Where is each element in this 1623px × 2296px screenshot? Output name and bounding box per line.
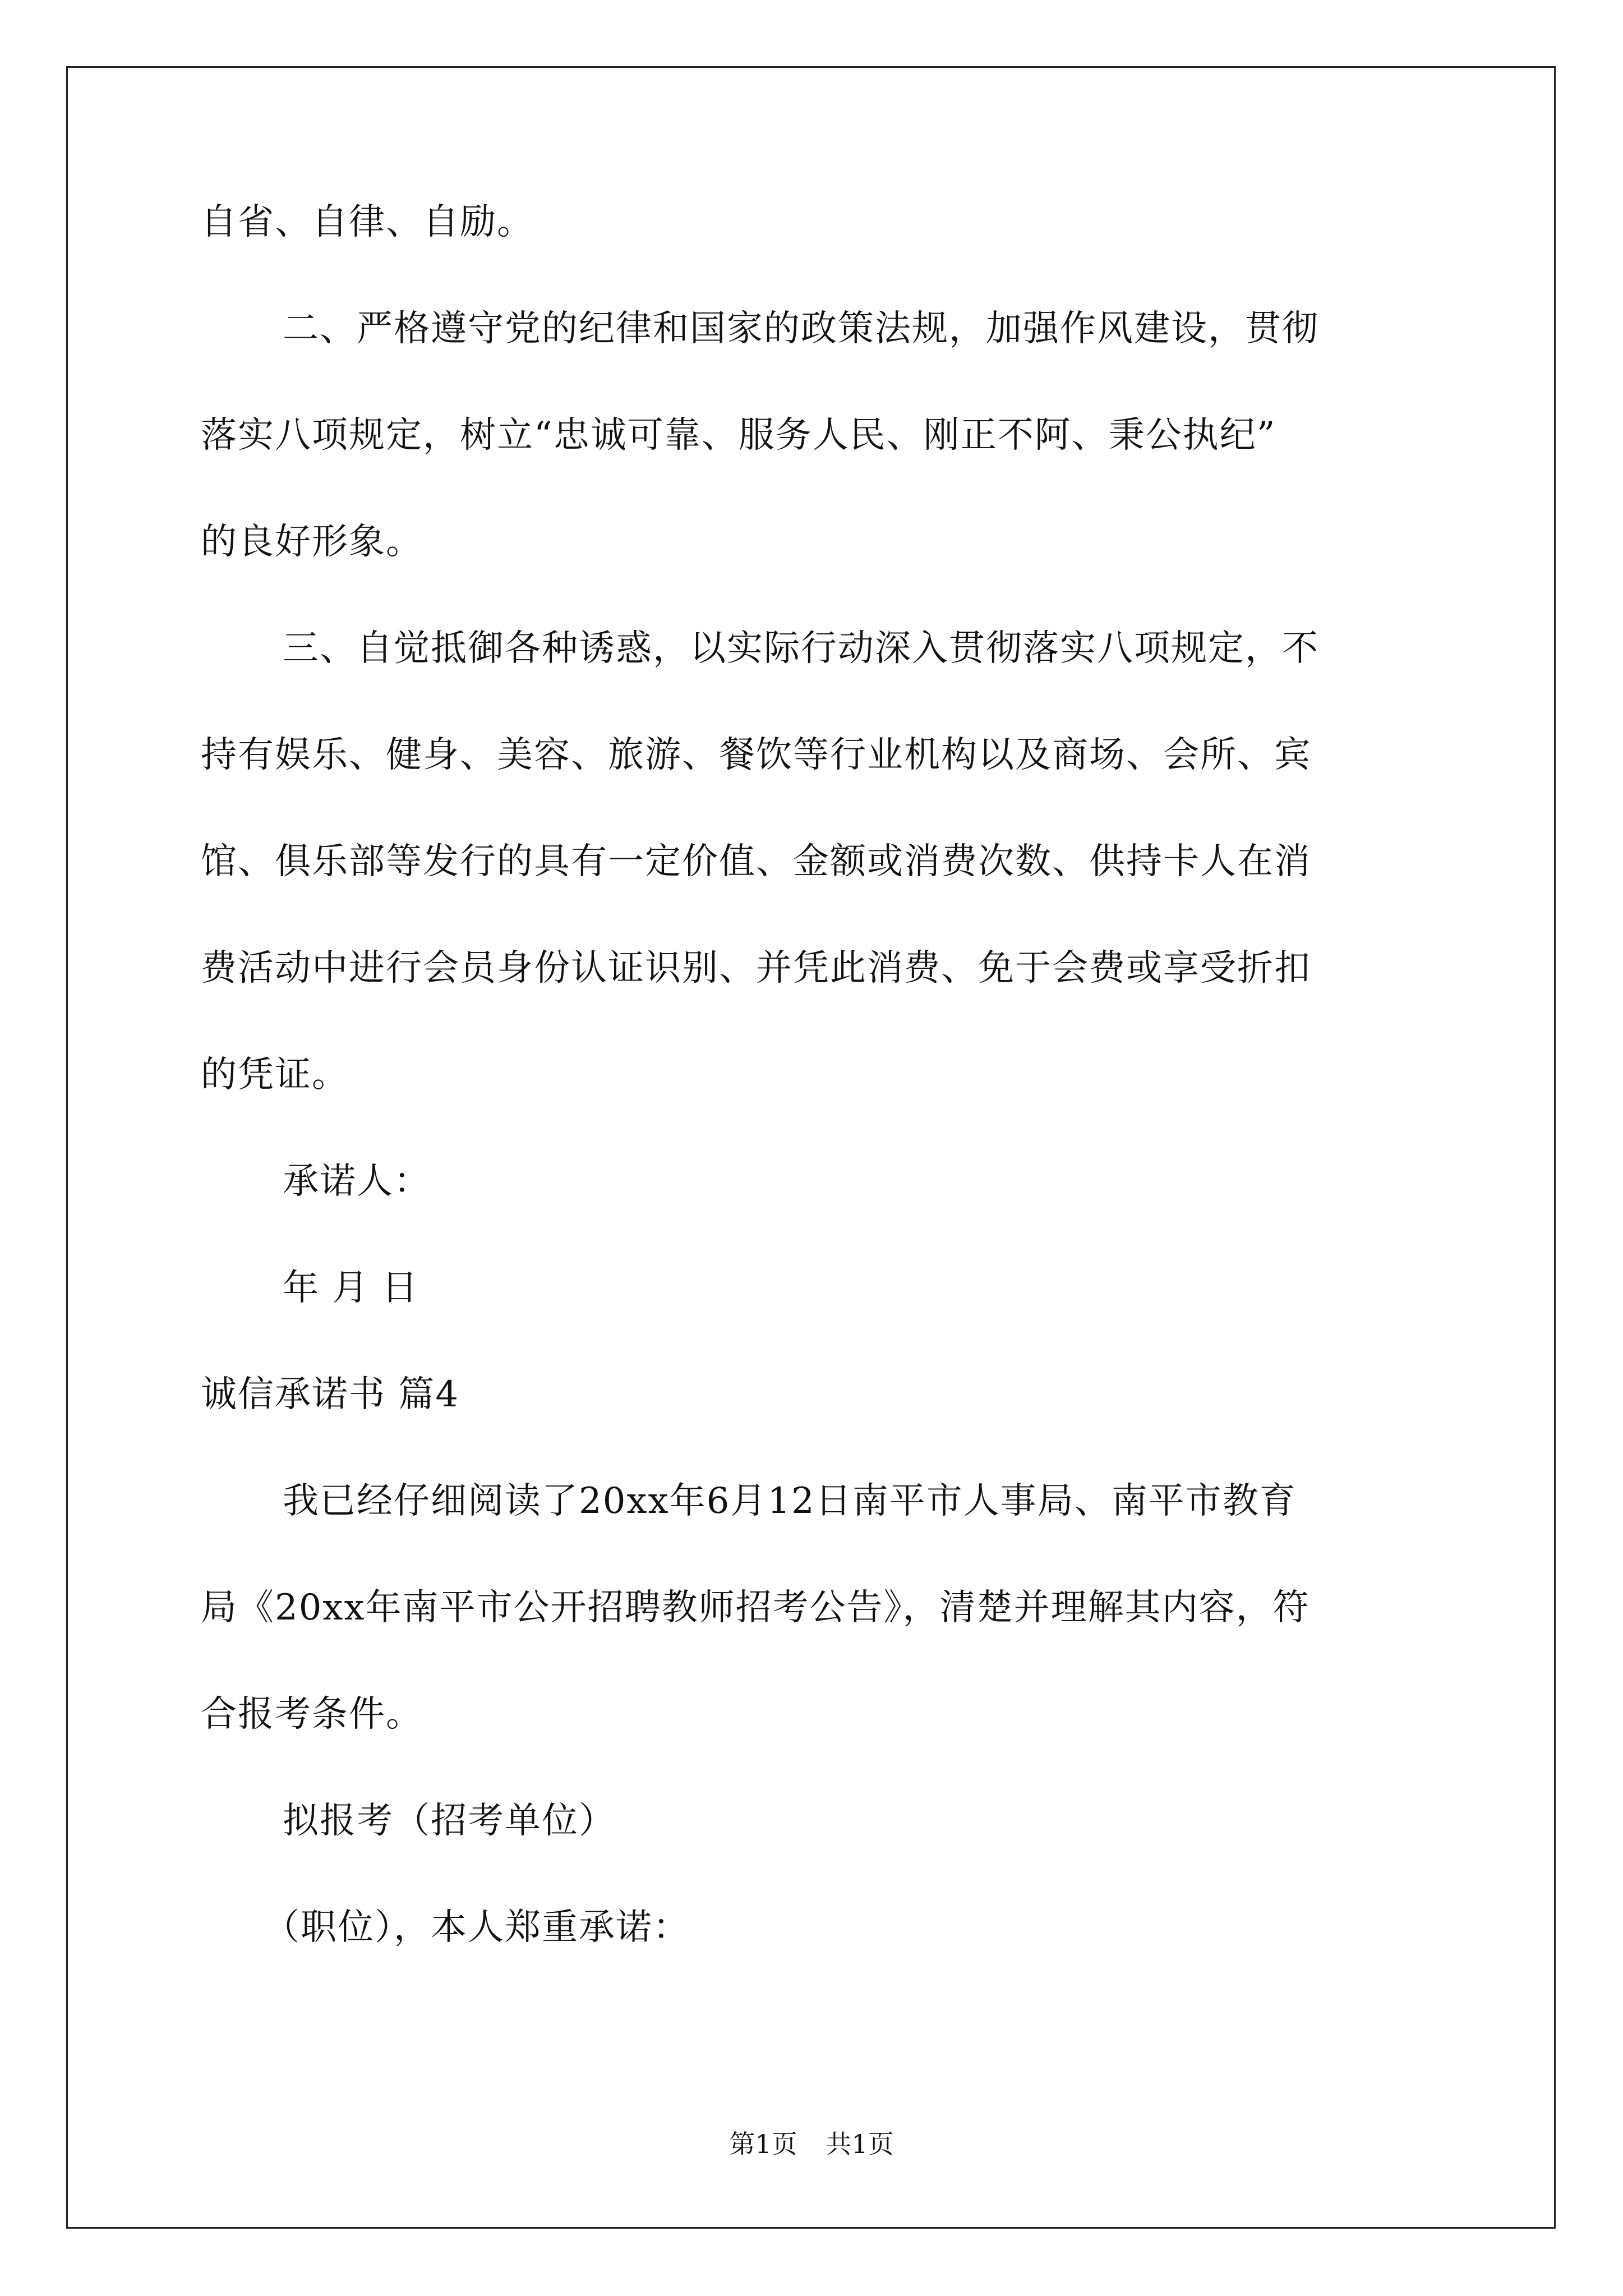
text-line: 自省、自律、自励。 — [201, 201, 534, 243]
page-number-total: 共1页 — [826, 2129, 894, 2159]
position-line: （职位），本人郑重承诺： — [264, 1907, 690, 1948]
application-unit-line: 拟报考（招考单位） — [283, 1800, 616, 1842]
document-body — [201, 202, 1435, 2014]
paragraph-item-3-line: 三、自觉抵御各种诱惑，以实际行动深入贯彻落实八项规定，不 — [283, 628, 1319, 669]
date-placeholder: 年 月 日 — [283, 1267, 419, 1309]
page-number-current: 第1页 — [729, 2129, 797, 2159]
section-heading: 诚信承诺书 篇4 — [201, 1374, 460, 1415]
text-line: 持有娱乐、健身、美容、旅游、餐饮等行业机构以及商场、会所、宾 — [201, 734, 1311, 776]
text-line: 的凭证。 — [201, 1054, 349, 1096]
text-line: 局《20xx年南平市公开招聘教师招考公告》，清楚并理解其内容，符 — [201, 1587, 1310, 1628]
paragraph-line: 我已经仔细阅读了20xx年6月12日南平市人事局、南平市教育 — [283, 1480, 1297, 1522]
paragraph-item-2-line: 二、严格遵守党的纪律和国家的政策法规，加强作风建设，贯彻 — [283, 308, 1319, 349]
text-line: 的良好形象。 — [201, 521, 423, 563]
text-line: 费活动中进行会员身份认证识别、并凭此消费、免于会费或享受折扣 — [201, 947, 1311, 989]
page-footer — [0, 2128, 1623, 2160]
text-line: 落实八项规定，树立“忠诚可靠、服务人民、刚正不阿、秉公执纪” — [201, 415, 1276, 456]
signatory-label: 承诺人： — [283, 1161, 431, 1202]
text-line: 合报考条件。 — [201, 1694, 423, 1735]
text-line: 馆、俱乐部等发行的具有一定价值、金额或消费次数、供持卡人在消 — [201, 841, 1311, 882]
